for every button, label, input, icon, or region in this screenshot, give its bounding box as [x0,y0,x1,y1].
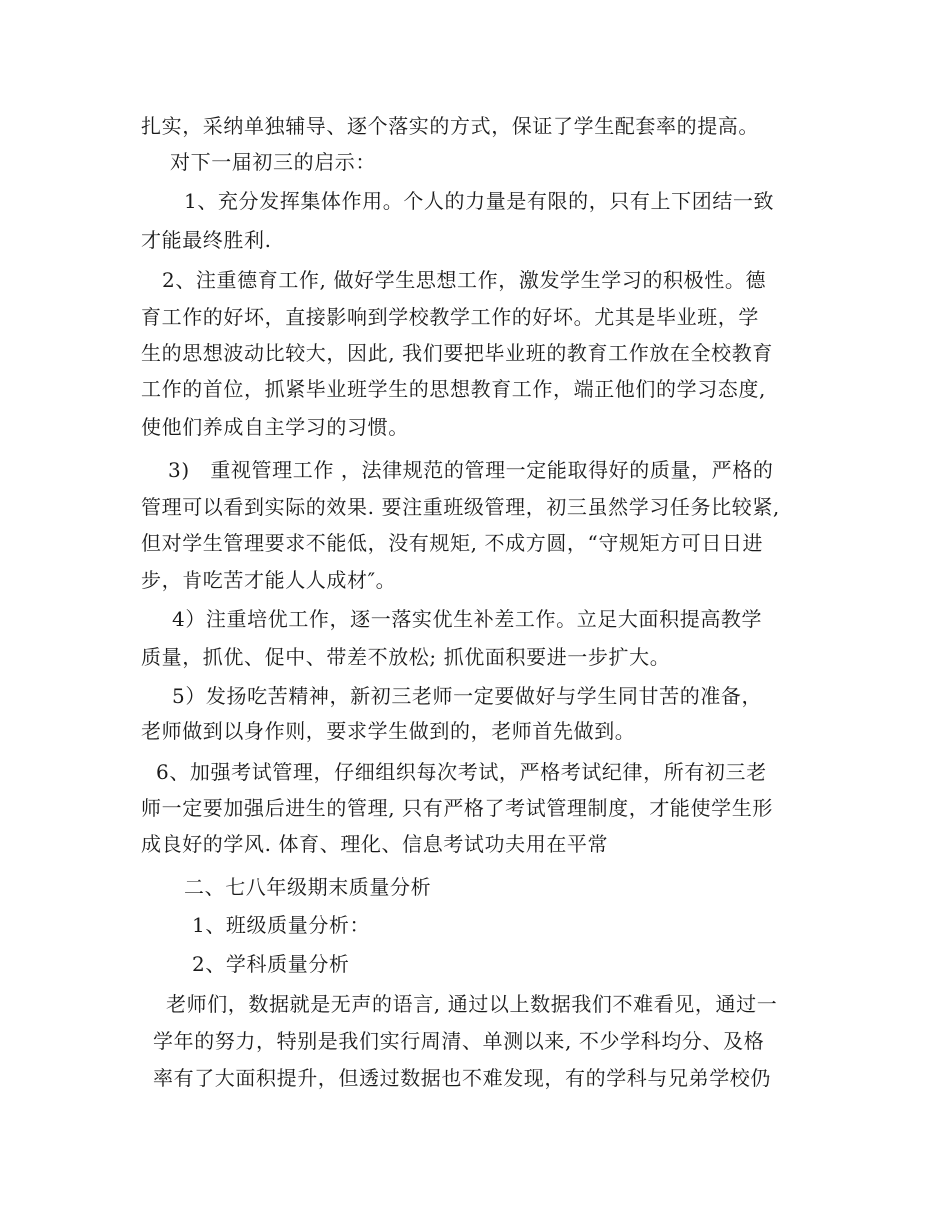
text-line: 使他们养成自主学习的习惯。 [141,415,409,439]
text-line: 育工作的好坏，直接影响到学校教学工作的好坏。尤其是毕业班，学 [141,305,759,329]
text-line: 对下一届初三的启示： [170,150,376,174]
text-line: 才能最终胜利. [141,228,272,252]
text-line: 5）发扬吃苦精神，新初三老师一定要做好与学生同甘苦的准备， [172,684,763,708]
text-line: 成良好的学风. 体育、理化、信息考试功夫用在平常 [141,832,609,856]
text-line: 率有了大面积提升，但透过数据也不难发现，有的学科与兄弟学校仍 [153,1066,771,1090]
text-line: 1、充分发挥集体作用。个人的力量是有限的，只有上下团结一致 [184,189,775,213]
text-line: 扎实，采纳单独辅导、逐个落实的方式，保证了学生配套率的提高。 [141,114,759,138]
text-line: 3) 重视管理工作 ，法律规范的管理一定能取得好的质量，严格的 [168,458,774,482]
text-line: 6、加强考试管理，仔细组织每次考试，严格考试纪律，所有初三老 [156,760,767,784]
text-line: 质量，抓优、促中、带差不放松; 抓优面积要进一步扩大。 [141,645,671,669]
text-line: 师一定要加强后进生的管理, 只有严格了考试管理制度，才能使学生形 [141,796,773,820]
text-line: 管理可以看到实际的效果. 要注重班级管理，初三虽然学习任务比较紧, [141,495,780,519]
text-line: 老师做到以身作则，要求学生做到的，老师首先做到。 [141,719,636,743]
text-line: 学年的努力，特别是我们实行周清、单测以来, 不少学科均分、及格 [153,1029,765,1053]
subsection-heading: 1、班级质量分析： [192,913,371,937]
text-line: 生的思想波动比较大，因此, 我们要把毕业班的教育工作放在全校教育 [141,341,773,365]
subsection-heading: 2、学科质量分析 [192,952,350,976]
section-heading: 二、七八年级期末质量分析 [184,875,432,899]
text-line: 老师们，数据就是无声的语言, 通过以上数据我们不难看见，通过一 [166,992,778,1016]
text-line: 但对学生管理要求不能低，没有规矩, 不成方圆，“守规矩方可日日进 [141,531,764,555]
text-line: 4）注重培优工作，逐一落实优生补差工作。立足大面积提高教学 [172,607,763,631]
text-line: 步，肯吃苦才能人人成材″。 [141,568,397,592]
text-line: 工作的首位，抓紧毕业班学生的思想教育工作，端正他们的学习态度, [141,377,766,401]
text-line: 2、注重德育工作, 做好学生思想工作，激发学生学习的积极性。德 [162,268,767,292]
